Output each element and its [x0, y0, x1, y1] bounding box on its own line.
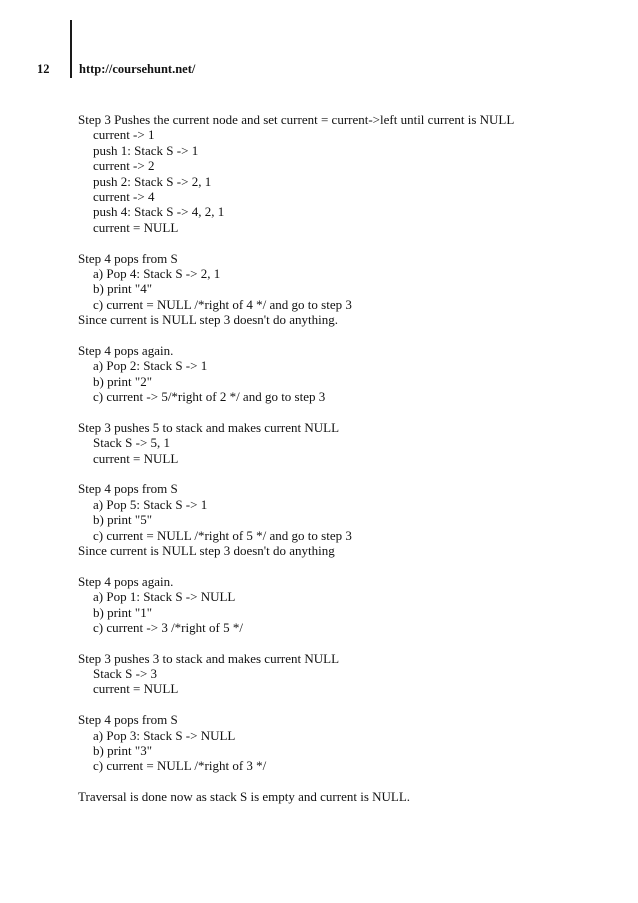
step-block: [78, 481, 618, 558]
step-detail-line: push 2: Stack S -> 2, 1: [93, 173, 212, 189]
step-note: Since current is NULL step 3 doesn't do anything: [78, 542, 335, 558]
step-detail-line: push 4: Stack S -> 4, 2, 1: [93, 204, 225, 220]
step-heading: Step 4 pops from S: [78, 481, 178, 497]
step-detail-line: c) current -> 5/*right of 2 */ and go to step 3: [93, 389, 326, 405]
step-detail-line: a) Pop 1: Stack S -> NULL: [93, 589, 236, 605]
step-heading: Step 4 pops from S: [78, 250, 178, 266]
step-detail-line: Stack S -> 5, 1: [93, 435, 171, 451]
step-detail-line: c) current = NULL /*right of 3 */: [93, 758, 267, 774]
step-detail-line: current = NULL: [93, 450, 179, 466]
step-block: [78, 789, 618, 804]
step-block: [78, 420, 618, 466]
document-body: [78, 112, 618, 820]
step-detail-line: current = NULL: [93, 681, 179, 697]
header-url: http://coursehunt.net/: [79, 62, 196, 76]
step-block: [78, 574, 618, 636]
step-heading: Step 3 Pushes the current node and set current = current->left until current is NULL: [78, 112, 515, 127]
step-heading: Step 3 pushes 3 to stack and makes current NULL: [78, 650, 340, 666]
step-detail-line: current -> 2: [93, 158, 155, 174]
step-detail-line: a) Pop 5: Stack S -> 1: [93, 496, 208, 512]
header-rule: [70, 20, 72, 78]
step-detail-line: push 1: Stack S -> 1: [93, 142, 199, 158]
step-detail-line: a) Pop 3: Stack S -> NULL: [93, 727, 236, 743]
step-heading: Step 3 pushes 5 to stack and makes current NULL: [78, 419, 340, 435]
step-detail-line: a) Pop 4: Stack S -> 2, 1: [93, 265, 221, 281]
step-detail-line: current -> 1: [93, 127, 155, 143]
step-detail-line: c) current = NULL /*right of 5 */ and go to step 3: [93, 527, 352, 543]
step-detail-line: b) print "2": [93, 373, 152, 389]
step-detail-line: current -> 4: [93, 188, 155, 204]
step-block: [78, 651, 618, 697]
page-number: 12: [37, 62, 50, 76]
step-detail-line: current = NULL: [93, 219, 179, 235]
step-heading: Step 4 pops from S: [78, 712, 178, 728]
step-detail-line: Stack S -> 3: [93, 666, 158, 682]
step-detail-line: b) print "1": [93, 604, 152, 620]
step-detail-line: a) Pop 2: Stack S -> 1: [93, 358, 208, 374]
step-note: Since current is NULL step 3 doesn't do anything.: [78, 312, 339, 328]
step-block: [78, 343, 618, 405]
step-block: [78, 112, 618, 235]
step-detail-line: b) print "4": [93, 281, 152, 297]
step-detail-line: c) current -> 3 /*right of 5 */: [93, 619, 243, 635]
step-block: [78, 251, 618, 328]
step-heading: Step 4 pops again.: [78, 342, 174, 358]
step-heading: Traversal is done now as stack S is empty and current is NULL.: [78, 789, 411, 805]
step-block: [78, 712, 618, 774]
step-detail-line: c) current = NULL /*right of 4 */ and go to step 3: [93, 296, 352, 312]
step-detail-line: b) print "5": [93, 512, 152, 528]
step-heading: Step 4 pops again.: [78, 573, 174, 589]
step-detail-line: b) print "3": [93, 743, 152, 759]
